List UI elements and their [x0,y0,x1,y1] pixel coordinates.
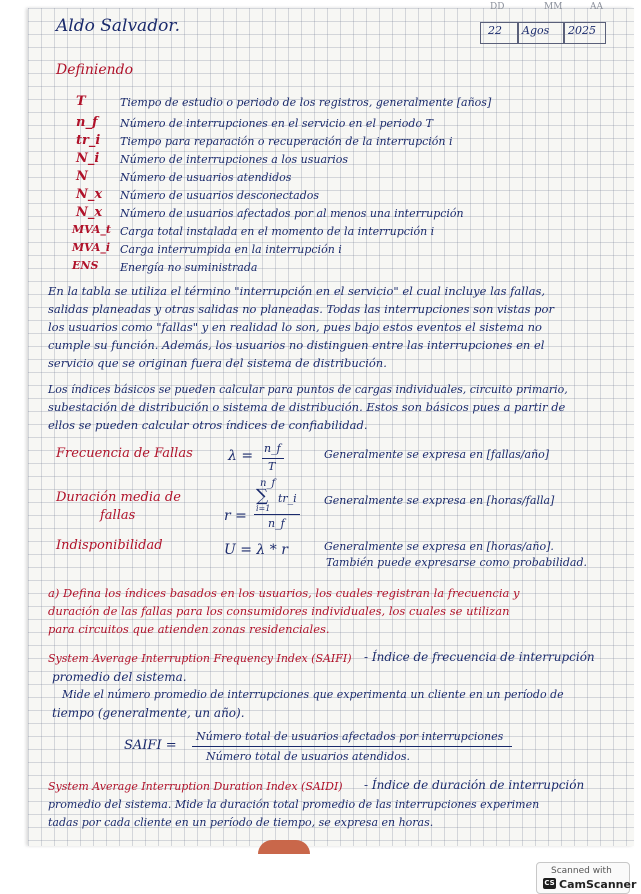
watermark-line1: Scanned with [551,866,612,876]
sum-upper-limit: n_f [260,478,276,489]
paragraph-line: subestación de distribución o sistema de distribución. Estos son básicos pues a partir de [48,400,566,414]
grid-paper-sheet [28,2,634,846]
saidi-heading-tail: - Índice de duración de interrupción [364,778,585,792]
def-symbol: N_i [76,151,100,166]
saifi-formula-lhs: SAIFI = [124,738,177,753]
date-label-mm: MM [544,2,563,12]
formula-u: U = λ * r [224,542,288,558]
sum-lower-limit: i=1 [256,504,271,513]
def-text: Número de usuarios desconectados [120,189,320,202]
def-text: Número de interrupciones en el servicio en el periodo T [120,117,433,130]
saifi-numerator: Número total de usuarios afectados por interrupciones [196,730,504,743]
def-symbol: N_x [76,205,103,220]
sum-term: tr_i [278,492,297,505]
saifi-line: Mide el número promedio de interrupciones que experimenta un cliente en un período de [62,688,564,701]
saidi-line: promedio del sistema. Mide la duración total promedio de las interrupciones experimen [48,798,540,811]
fraction-bar [192,746,512,747]
finger-shadow [258,840,310,854]
paragraph-line: cumple su función. Además, los usuarios no distinguen entre las interrupciones en el [48,338,545,352]
date-year: 2025 [568,24,596,37]
index-description-2: También puede expresarse como probabilidad. [326,556,588,569]
index-description: Generalmente se expresa en [horas/año]. [324,540,554,553]
def-text: Tiempo de estudio o periodo de los registros, generalmente [años] [120,96,492,109]
def-text: Número de interrupciones a los usuarios [120,153,349,166]
saifi-line: tiempo (generalmente, un año). [52,706,245,720]
paragraph-line: Los índices básicos se pueden calcular para puntos de cargas individuales, circuito primario, [48,383,568,396]
def-symbol: T [76,94,86,109]
def-symbol: N_x [76,187,103,202]
date-label-aa: AA [590,2,603,12]
saidi-heading: System Average Interruption Duration Index (SAIDI) [48,780,343,793]
fraction-bar [262,458,284,459]
saifi-heading-tail: - Índice de frecuencia de interrupción [364,650,595,664]
author-name: Aldo Salvador. [56,16,180,36]
index-description: Generalmente se expresa en [horas/falla] [324,494,555,507]
saidi-line: tadas por cada cliente en un período de tiempo, se expresa en horas. [48,816,434,829]
camscanner-watermark [536,862,637,894]
index-label-duration-2: fallas [100,508,136,523]
formula-r-lhs: r = [224,508,247,524]
formula-r-denominator: n_f [268,517,285,530]
index-label-unavailability: Indisponibilidad [56,538,163,553]
fraction-bar [254,514,300,515]
def-symbol: n_f [76,115,98,130]
index-description: Generalmente se expresa en [fallas/año] [324,448,550,461]
def-symbol: N [76,169,88,184]
saifi-denominator: Número total de usuarios atendidos. [206,750,410,763]
sum-sign: ∑ [256,486,269,506]
saifi-heading: System Average Interruption Frequency Index (SAIFI) [48,652,352,665]
paragraph-line: ellos se pueden calcular otros índices de confiabilidad. [48,418,368,432]
camscanner-logo-icon: CS [544,879,555,887]
def-text: Número de usuarios afectados por al menos una interrupción [120,207,464,220]
formula-lambda-lhs: λ = [228,448,254,464]
def-symbol: MVA_t [72,223,111,236]
paragraph-line: los usuarios como "fallas" y en realidad lo son, pues bajo estos eventos el sistema no [48,320,542,334]
def-symbol: MVA_i [72,241,111,254]
question-line: para circuitos que atienden zonas residenciales. [48,622,330,636]
date-month: Agos [522,24,550,37]
question-line: a) Defina los índices basados en los usuarios, los cuales registran la frecuencia y [48,586,520,600]
paragraph-line: En la tabla se utiliza el término "interrupción en el servicio" el cual incluye las fallas, [48,284,546,298]
definitions-title: Definiendo [56,62,134,78]
index-label-duration: Duración media de [56,490,181,505]
def-symbol: ENS [72,259,99,272]
def-text: Número de usuarios atendidos [120,171,292,184]
question-line: duración de las fallas para los consumidores individuales, los cuales se utilizan [48,604,510,618]
watermark-line2: CamScanner [559,878,637,891]
paragraph-line: servicio que se originan fuera del sistema de distribución. [48,356,387,370]
saifi-line: promedio del sistema. [52,670,187,684]
def-text: Energía no suministrada [120,261,258,274]
formula-lambda-numerator: n_f [264,442,281,455]
def-text: Tiempo para reparación o recuperación de la interrupción i [120,135,453,148]
def-text: Carga interrumpida en la interrupción i [120,243,342,256]
index-label-frequency: Frecuencia de Fallas [56,446,193,461]
date-day: 22 [488,24,502,37]
def-symbol: tr_i [76,133,101,148]
date-label-dd: DD [490,2,505,12]
paragraph-line: salidas planeadas y otras salidas no planeadas. Todas las interrupciones son vistas por [48,302,554,316]
def-text: Carga total instalada en el momento de la interrupción i [120,225,435,238]
formula-lambda-denominator: T [268,460,276,473]
